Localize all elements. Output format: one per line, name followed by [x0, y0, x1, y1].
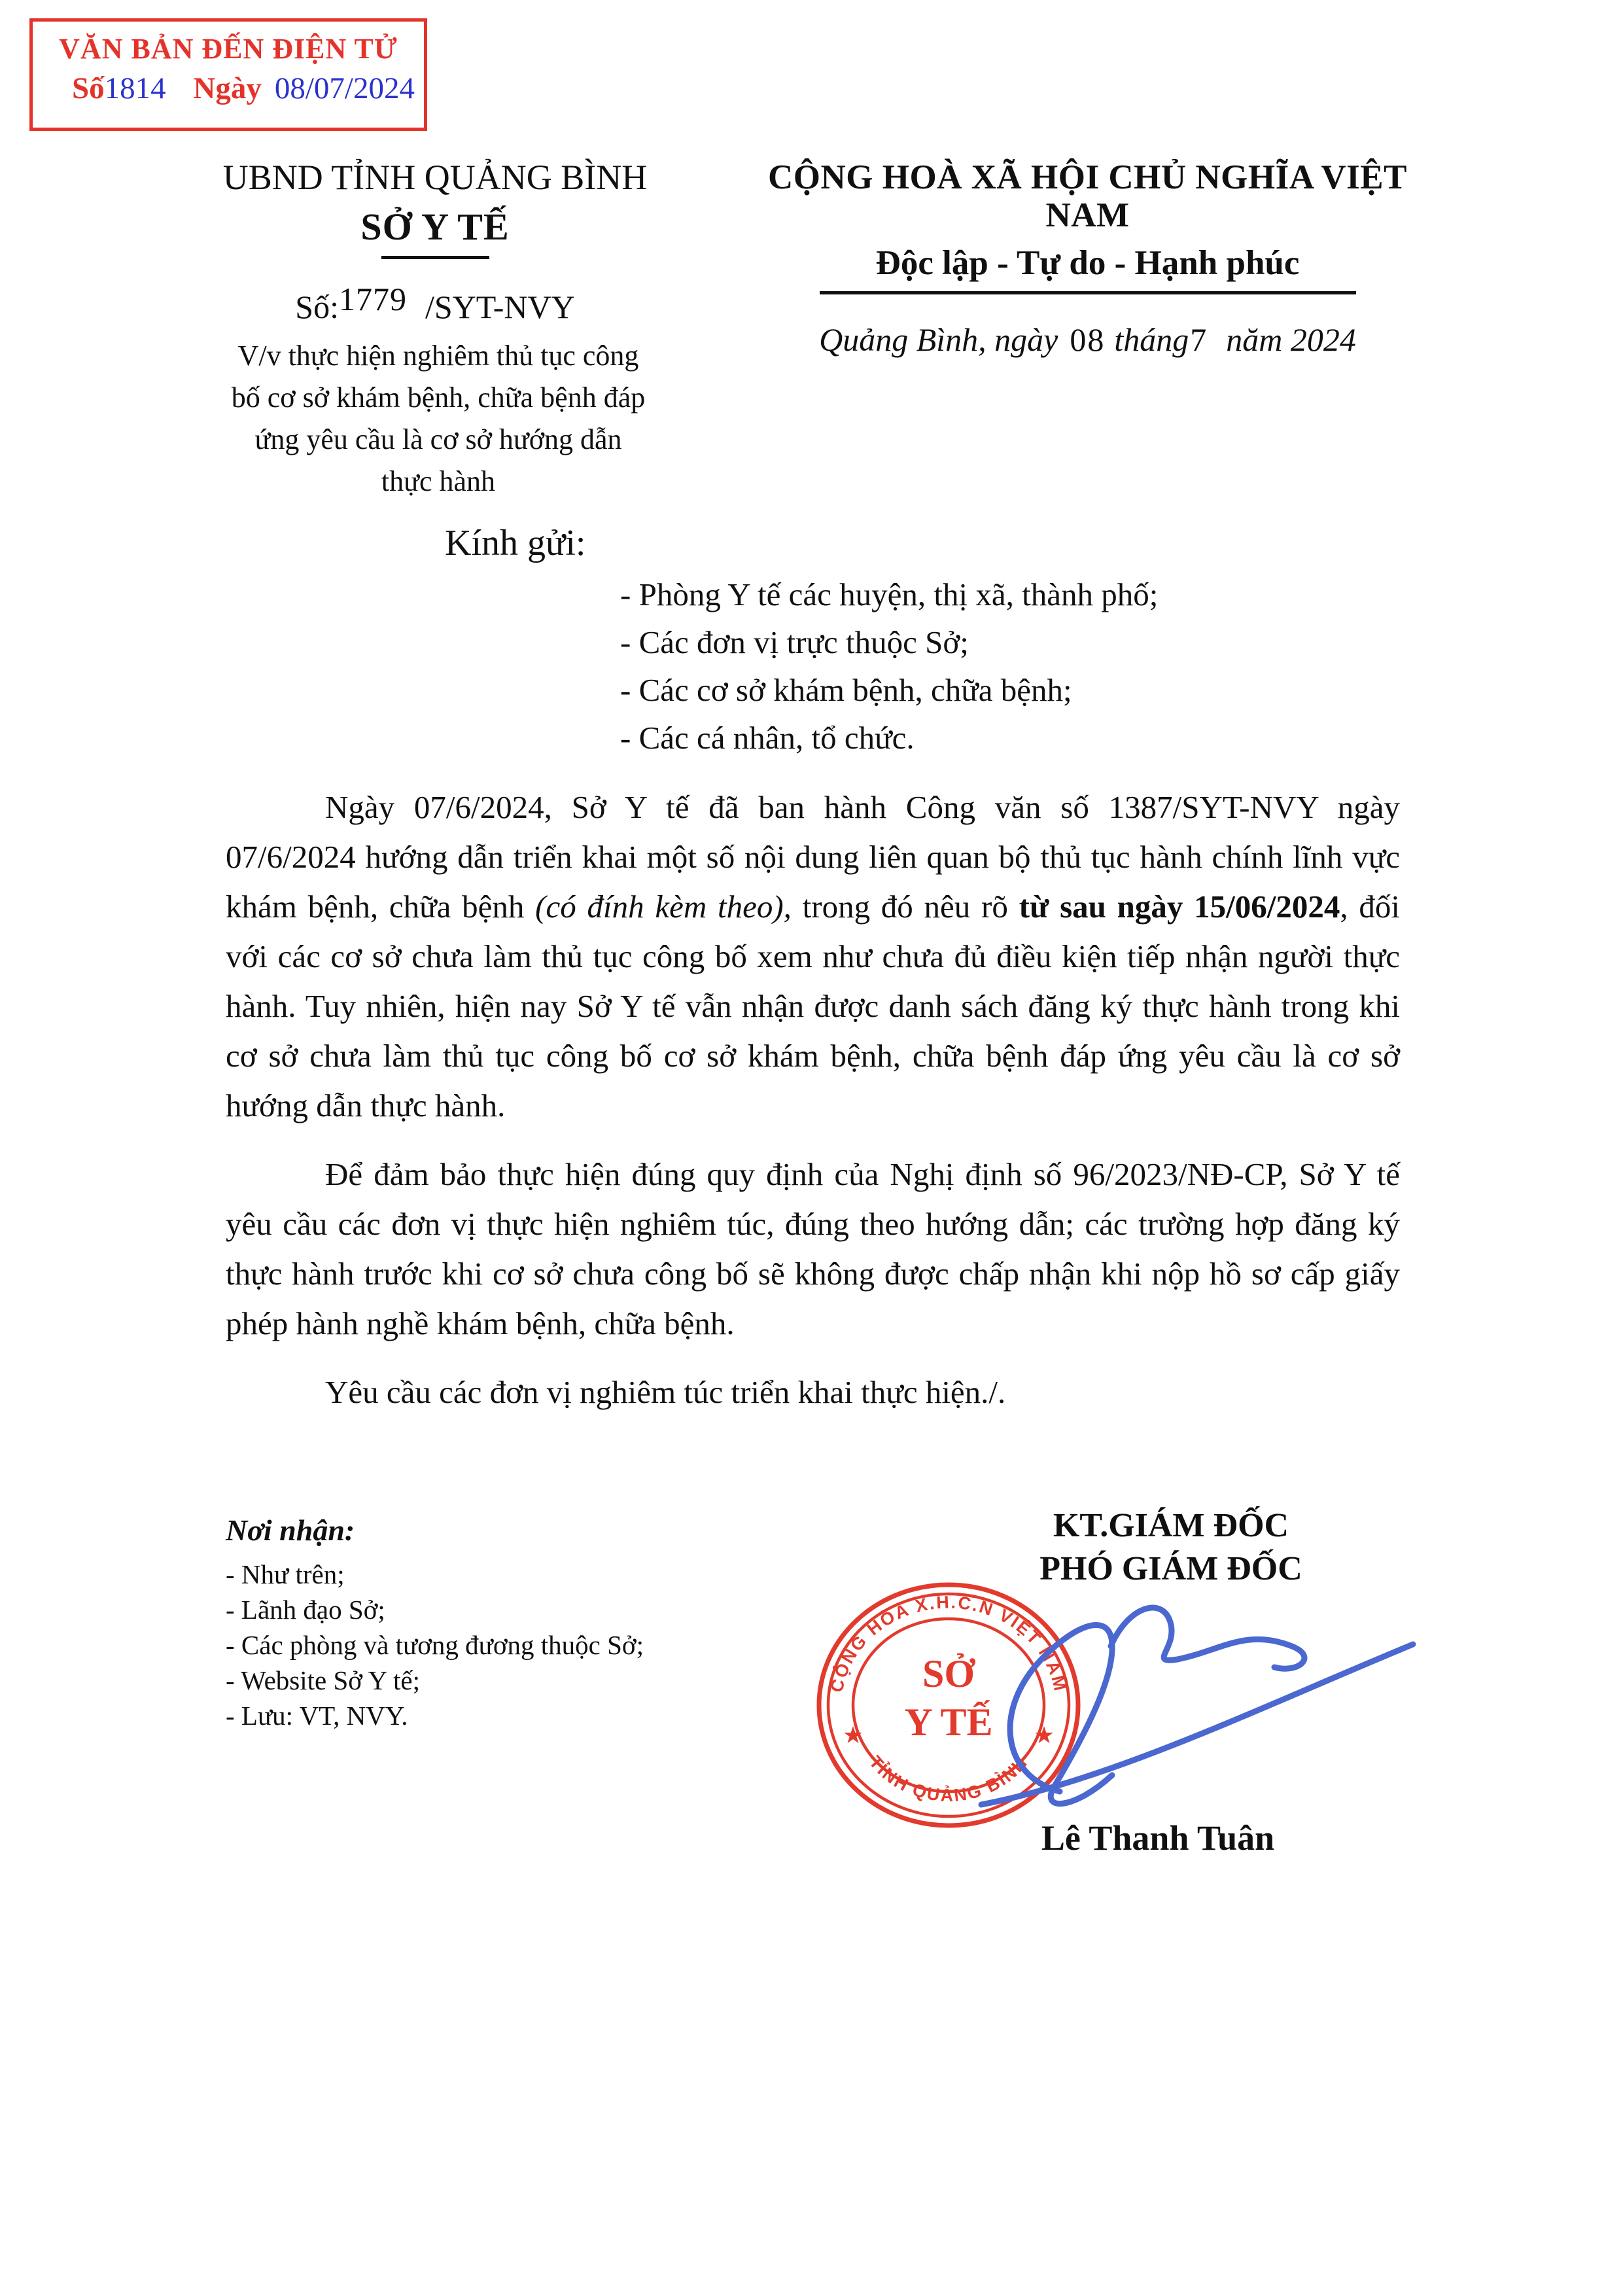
seal-star-left: ★ [842, 1722, 864, 1748]
signature-stroke-flourish [1111, 1608, 1304, 1669]
copy-recipient-item: - Lưu: VT, NVY. [226, 1701, 408, 1731]
subject-line: bố cơ sở khám bệnh, chữa bệnh đáp [231, 381, 646, 414]
seal-star-right: ★ [1033, 1722, 1055, 1748]
arrival-stamp-box [29, 18, 427, 131]
salutation-label: Kính gửi: [445, 523, 586, 563]
arrival-number-label: Số [72, 71, 105, 105]
copy-recipient-item: - Các phòng và tương đương thuộc Sở; [226, 1630, 644, 1660]
copy-recipients-block [226, 1513, 644, 1733]
issuer-parent-org: UBND TỈNH QUẢNG BÌNH [222, 158, 648, 197]
arrival-stamp-title: VĂN BẢN ĐẾN ĐIỆN TỬ [59, 33, 398, 65]
date-month-label: tháng [1114, 321, 1189, 358]
signer-name: Lê Thanh Tuân [1041, 1818, 1275, 1858]
signing-authority-line: KT.GIÁM ĐỐC [1053, 1507, 1289, 1544]
signature-stroke-tail [981, 1644, 1413, 1805]
copy-recipient-item: - Lãnh đạo Sở; [226, 1595, 385, 1625]
arrival-number-value: 1814 [104, 71, 166, 105]
seal-center-line1: SỞ [922, 1652, 975, 1695]
motto-underline [820, 291, 1356, 294]
issuer-org-name: SỞ Y TẾ [360, 205, 510, 249]
issuer-underline [381, 256, 489, 259]
seal-center-line2: Y TẾ [904, 1701, 993, 1744]
arrival-stamp-fields [33, 73, 424, 104]
copy-recipients-label: Nơi nhận: [226, 1513, 355, 1547]
document-number-line [147, 281, 723, 326]
seal-bottom-text: TỈNH QUẢNG BÌNH [865, 1752, 1032, 1805]
arrival-date-value: 08/07/2024 [274, 71, 415, 105]
date-month-value: 7 [1190, 321, 1208, 358]
copy-recipient-item: - Như trên; [226, 1559, 345, 1589]
body-paragraph: Để đảm bảo thực hiện đúng quy định của Nghị định số 96/2023/NĐ-CP, Sở Y tế yêu cầu các đơn vị thực hiện nghiêm túc, đúng theo hướng dẫn; các trường hợp đăng ký thực hành trước khi cơ sở chưa công bố sẽ không được chấp nhận khi nộp hồ sơ cấp giấy phép hành nghề khám bệnh, chữa bệnh. [226, 1156, 1400, 1341]
document-number-suffix: /SYT-NVY [425, 289, 575, 326]
copy-recipient-item: - Website Sở Y tế; [226, 1665, 420, 1695]
arrival-date-label: Ngày [193, 71, 262, 105]
date-day-value: 08 [1070, 321, 1106, 358]
subject-line: V/v thực hiện nghiêm thủ tục công [237, 340, 639, 372]
recipient-list [620, 571, 1158, 762]
document-number-value: 1779 [338, 281, 407, 318]
body-paragraph: Yêu cầu các đơn vị nghiêm túc triển khai thực hiện./. [325, 1374, 1006, 1410]
body-paragraph: Ngày 07/6/2024, Sở Y tế đã ban hành Công văn số 1387/SYT-NVY ngày 07/6/2024 hướng dẫn triển khai một số nội dung liên quan bộ thủ tục hành chính lĩnh vực khám bệnh, chữa bệnh (có đính kèm theo), trong đó nêu rõ từ sau ngày 15/06/2024, đối với các cơ sở chưa làm thủ tục công bố xem như chưa đủ điều kiện tiếp nhận người thực hành. Tuy nhiên, hiện nay Sở Y tế vẫn nhận được danh sách đăng ký thực hành trong khi cơ sở chưa làm thủ tục công bố cơ sở khám bệnh, chữa bệnh đáp ứng yêu cầu là cơ sở hướng dẫn thực hành. [226, 789, 1400, 1123]
recipient-item: - Các đơn vị trực thuộc Sở; [620, 624, 969, 660]
date-year-label: năm 2024 [1226, 321, 1356, 358]
document-number-label: Số: [295, 289, 339, 326]
document-body [226, 783, 1400, 1436]
subject-line: ứng yêu cầu là cơ sở hướng dẫn [254, 423, 622, 455]
recipient-item: - Các cá nhân, tổ chức. [620, 720, 915, 756]
place-date-line [729, 321, 1446, 359]
signing-position-line: PHÓ GIÁM ĐỐC [1039, 1549, 1302, 1587]
recipient-item: - Các cơ sở khám bệnh, chữa bệnh; [620, 672, 1072, 708]
place-date-prefix: Quảng Bình, ngày [819, 321, 1058, 358]
national-motto: Độc lập - Tự do - Hạnh phúc [875, 243, 1300, 282]
subject-line: thực hành [381, 465, 496, 497]
issuer-header [147, 158, 723, 326]
document-subject [186, 335, 690, 503]
copy-recipients-list [226, 1557, 644, 1733]
handwritten-signature [962, 1589, 1433, 1824]
national-title: CỘNG HOÀ XÃ HỘI CHỦ NGHĨA VIỆT NAM [768, 158, 1407, 235]
national-header [729, 158, 1446, 359]
seal-top-text: CỘNG HÒA X.H.C.N VIỆT NAM [826, 1592, 1071, 1695]
recipient-item: - Phòng Y tế các huyện, thị xã, thành phố; [620, 576, 1159, 612]
signature-stroke-loop [1010, 1625, 1112, 1803]
